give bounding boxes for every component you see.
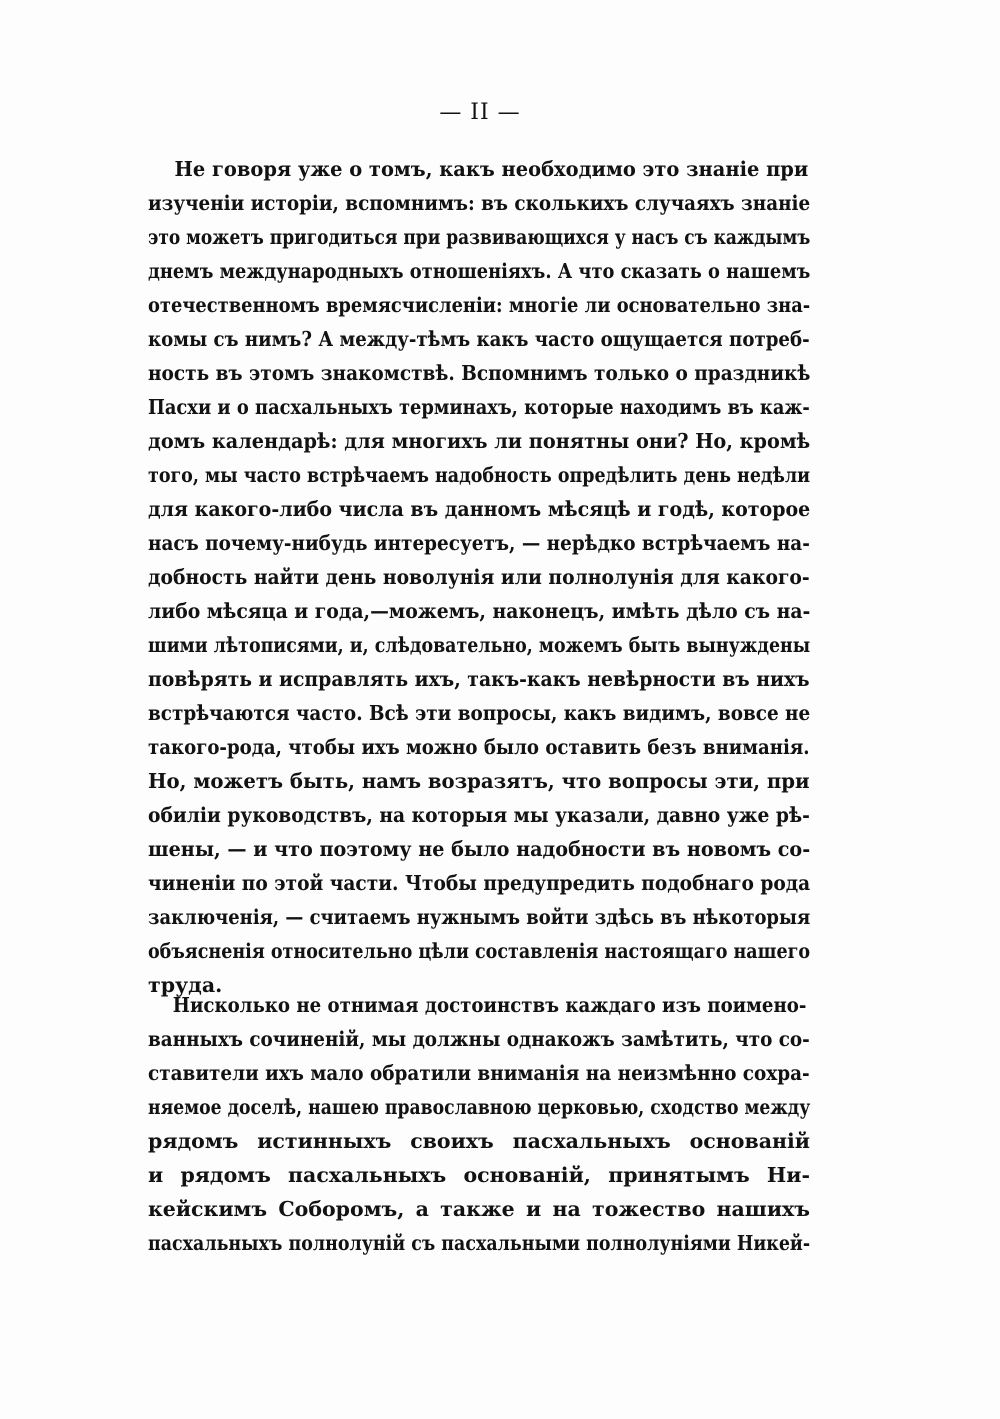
page-number: — II — [439,100,521,125]
text-line: отечественномъ времясчисленіи: многіе ли основательно зна- [148,293,811,317]
text-line: Пасхи и о пасхальныхъ терминахъ, которые находимъ въ каж- [148,395,810,419]
text-line: добность найти день новолунія или полнолунія для какого- [148,565,810,589]
text-line: шены, — и что поэтому не было надобности въ новомъ со- [148,837,811,861]
paragraph-2 [148,988,810,1260]
text-line: пасхальныхъ полнолуній съ пасхальными полнолуніями Никей- [148,1231,811,1255]
text-line: изученіи исторіи, вспомнимъ: въ сколькихъ случаяхъ знаніе [148,191,811,215]
text-line: кейскимъ Соборомъ, а также и на тожество нашихъ [148,1197,810,1221]
text-line: и рядомъ пасхальныхъ основаній, принятымъ Ни- [148,1163,810,1187]
text-line: рядомъ истинныхъ своихъ пасхальныхъ основаній [148,1129,810,1153]
text-line: повѣрять и исправлять ихъ, такъ-какъ невѣрности въ нихъ [148,667,810,691]
text-line: ность въ этомъ знакомствѣ. Вспомнимъ только о праздникѣ [148,361,811,385]
text-line: днемъ международныхъ отношеніяхъ. А что сказать о нашемъ [148,259,811,283]
text-line: встрѣчаются часто. Всѣ эти вопросы, какъ видимъ, вовсе не [148,701,811,725]
text-line: Но, можетъ быть, намъ возразятъ, что вопросы эти, при [148,769,810,793]
text-line: домъ календарѣ: для многихъ ли понятны они? Но, кромѣ [148,429,811,453]
paragraph-1 [148,152,810,1002]
text-line: объясненія относительно цѣли составленія настоящаго нашего [148,939,811,963]
text-line: для какого-либо числа въ данномъ мѣсяцѣ и годѣ, которое [148,497,811,521]
text-line: Нисколько не отнимая достоинствъ каждаго изъ поимено- [172,993,807,1017]
text-line: чиненіи по этой части. Чтобы предупредить подобнаго рода [148,871,811,895]
text-line: это можетъ пригодиться при развивающихся у насъ съ каждымъ [148,225,811,249]
text-line: обиліи руководствъ, на которыя мы указали, давно уже рѣ- [148,803,810,827]
text-line: Не говоря уже о томъ, какъ необходимо это знаніе при [174,157,809,181]
text-line: шими лѣтописями, и, слѣдовательно, можемъ быть вынуждены [148,633,811,657]
text-line: такого-рода, чтобы ихъ можно было оставить безъ вниманія. [148,735,810,759]
text-line: комы съ нимъ? А между-тѣмъ какъ часто ощущается потреб- [148,327,810,351]
text-line: либо мѣсяца и года,—можемъ, наконецъ, имѣть дѣло съ на- [148,599,811,623]
text-line: заключенія, — считаемъ нужнымъ войти здѣсь въ нѣкоторыя [148,905,811,929]
text-line: насъ почему-нибудь интересуетъ, — нерѣдко встрѣчаемъ на- [148,531,810,555]
text-line: труда. [148,973,223,997]
text-line: няемое доселѣ, нашею православною церковью, сходство между [148,1095,811,1119]
text-line: ванныхъ сочиненій, мы должны однакожъ замѣтить, что со- [148,1027,810,1051]
text-line: ставители ихъ мало обратили вниманія на неизмѣнно сохра- [148,1061,810,1085]
text-line: того, мы часто встрѣчаемъ надобность опредѣлить день недѣли [148,463,811,487]
